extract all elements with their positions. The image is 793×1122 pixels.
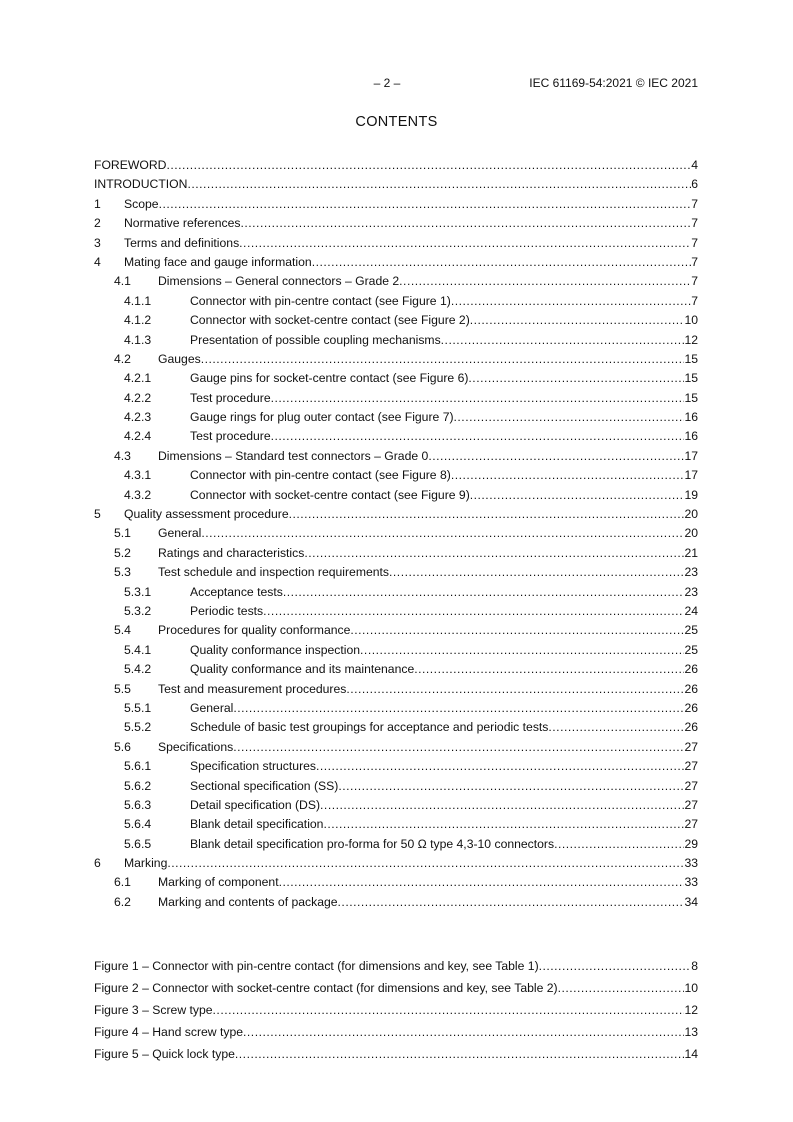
toc-entry-number: 5.5 xyxy=(114,681,131,696)
dot-leader xyxy=(350,621,684,640)
toc-entry-page: 7 xyxy=(691,216,698,231)
toc-entry-title: Marking xyxy=(124,856,168,871)
toc-entry[interactable] xyxy=(94,796,698,815)
toc-entry[interactable] xyxy=(94,234,698,253)
toc-entry-page: 34 xyxy=(684,894,698,909)
toc-entry-number: 4.2 xyxy=(114,351,131,366)
dot-leader xyxy=(414,660,684,679)
toc-entry-title: Test and measurement procedures xyxy=(158,681,347,696)
toc-entry-title: Quality assessment procedure xyxy=(124,507,289,522)
dot-leader xyxy=(187,175,691,194)
toc-entry-title: General xyxy=(158,526,202,541)
dot-leader xyxy=(338,893,685,912)
toc-entry-number: 5.6.2 xyxy=(124,778,152,793)
dot-leader xyxy=(279,873,685,892)
toc-entry-number: 4.3.2 xyxy=(124,487,152,502)
dot-leader xyxy=(320,796,684,815)
toc-entry-page: 16 xyxy=(684,410,698,425)
dot-leader xyxy=(213,999,685,1021)
figure-entry-page: 8 xyxy=(691,959,698,973)
figure-entry-page: 13 xyxy=(684,1025,698,1039)
toc-entry-page: 10 xyxy=(684,313,698,328)
table-of-contents xyxy=(94,156,698,912)
toc-entry-page: 26 xyxy=(684,700,698,715)
toc-entry-page: 27 xyxy=(684,759,698,774)
dot-leader xyxy=(346,680,684,699)
toc-entry-page: 27 xyxy=(684,739,698,754)
toc-entry-page: 7 xyxy=(691,254,698,269)
toc-entry-page: 20 xyxy=(684,507,698,522)
toc-entry-number: 4.3.1 xyxy=(124,468,152,483)
toc-entry-page: 26 xyxy=(684,681,698,696)
toc-entry[interactable] xyxy=(94,156,698,175)
dot-leader xyxy=(159,195,692,214)
toc-entry-number: 6.1 xyxy=(114,875,131,890)
toc-entry-number: 3 xyxy=(94,235,101,250)
toc-entry-page: 7 xyxy=(691,235,698,250)
dot-leader xyxy=(312,253,692,272)
toc-entry-title: Connector with socket-centre contact (see Figure 9) xyxy=(190,487,470,502)
dot-leader xyxy=(539,955,692,977)
toc-entry[interactable] xyxy=(94,331,698,350)
toc-entry[interactable] xyxy=(94,699,698,718)
toc-entry[interactable] xyxy=(94,175,698,194)
toc-entry-title: Ratings and characteristics xyxy=(158,545,305,560)
toc-entry-page: 7 xyxy=(691,196,698,211)
toc-entry-number: 5.3.2 xyxy=(124,603,152,618)
toc-entry[interactable] xyxy=(94,815,698,834)
toc-entry[interactable] xyxy=(94,486,698,505)
toc-entry-title: Gauge rings for plug outer contact (see Figure 7) xyxy=(190,410,454,425)
toc-entry[interactable] xyxy=(94,292,698,311)
toc-entry-page: 16 xyxy=(684,429,698,444)
toc-entry-page: 15 xyxy=(684,390,698,405)
figure-entry[interactable] xyxy=(94,999,698,1021)
figure-entry[interactable] xyxy=(94,1021,698,1043)
standard-reference: IEC 61169-54:2021 © IEC 2021 xyxy=(529,76,698,90)
toc-entry-title: Detail specification (DS) xyxy=(190,797,321,812)
figure-entry-title: Figure 3 – Screw type xyxy=(94,1003,213,1017)
toc-entry[interactable] xyxy=(94,641,698,660)
dot-leader xyxy=(271,389,685,408)
toc-entry-title: Test schedule and inspection requirements xyxy=(158,565,390,580)
toc-entry-page: 4 xyxy=(691,158,698,172)
toc-entry-number: 5.6 xyxy=(114,739,131,754)
toc-entry-title: Test procedure xyxy=(190,390,271,405)
toc-entry-number: 1 xyxy=(94,196,101,211)
toc-entry-title: Dimensions – Standard test connectors – Grade 0 xyxy=(158,448,429,463)
toc-entry-title: Marking and contents of package xyxy=(158,894,338,909)
toc-entry-title: Periodic tests xyxy=(190,603,264,618)
dot-leader xyxy=(451,466,685,485)
toc-entry[interactable] xyxy=(94,350,698,369)
dot-leader xyxy=(233,738,684,757)
toc-entry-page: 15 xyxy=(684,371,698,386)
toc-entry-page: 7 xyxy=(691,293,698,308)
dot-leader xyxy=(338,777,684,796)
toc-entry-number: 5.4 xyxy=(114,623,131,638)
toc-entry-number: 4.1.3 xyxy=(124,332,152,347)
toc-entry[interactable] xyxy=(94,563,698,582)
toc-entry-page: 24 xyxy=(684,603,698,618)
dot-leader xyxy=(470,486,685,505)
dot-leader xyxy=(241,214,692,233)
toc-entry[interactable] xyxy=(94,195,698,214)
toc-entry-title: General xyxy=(190,700,234,715)
toc-entry-title: Connector with pin-centre contact (see Figure 1) xyxy=(190,293,451,308)
figure-entry[interactable] xyxy=(94,955,698,977)
toc-entry[interactable] xyxy=(94,893,698,912)
toc-entry[interactable] xyxy=(94,602,698,621)
dot-leader xyxy=(233,699,684,718)
toc-entry[interactable] xyxy=(94,738,698,757)
toc-entry-title: Terms and definitions xyxy=(124,235,240,250)
toc-entry-page: 15 xyxy=(684,351,698,366)
toc-entry-page: 27 xyxy=(684,778,698,793)
toc-entry-number: 4.1 xyxy=(114,274,131,289)
toc-entry-number: 4.1.1 xyxy=(124,293,152,308)
dot-leader xyxy=(468,369,684,388)
figure-entry-page: 12 xyxy=(684,1003,698,1017)
toc-entry[interactable] xyxy=(94,854,698,873)
toc-entry[interactable] xyxy=(94,389,698,408)
toc-entry-number: 5.4.2 xyxy=(124,662,152,677)
toc-entry[interactable] xyxy=(94,369,698,388)
toc-entry[interactable] xyxy=(94,621,698,640)
toc-entry-number: 4.2.4 xyxy=(124,429,152,444)
toc-entry-title: Blank detail specification xyxy=(190,817,324,832)
toc-entry[interactable] xyxy=(94,253,698,272)
toc-entry-number: 6.2 xyxy=(114,894,131,909)
toc-entry[interactable] xyxy=(94,272,698,291)
list-of-figures xyxy=(94,955,698,1065)
toc-entry-number: 5.3.1 xyxy=(124,584,152,599)
dot-leader xyxy=(304,544,684,563)
toc-entry-number: 5.6.1 xyxy=(124,759,152,774)
toc-entry-title: Procedures for quality conformance xyxy=(158,623,351,638)
toc-entry[interactable] xyxy=(94,873,698,892)
toc-entry-page: 20 xyxy=(684,526,698,541)
toc-entry-page: 33 xyxy=(684,856,698,871)
dot-leader xyxy=(454,408,685,427)
toc-entry-page: 23 xyxy=(684,584,698,599)
toc-entry-title: Schedule of basic test groupings for acceptance and periodic tests xyxy=(190,720,549,735)
toc-entry-title: Dimensions – General connectors – Grade 2 xyxy=(158,274,400,289)
dot-leader xyxy=(389,563,684,582)
toc-entry[interactable] xyxy=(94,524,698,543)
toc-entry-title: Blank detail specification pro-forma for 50 Ω type 4,3-10 connectors xyxy=(190,836,555,851)
toc-entry-page: 26 xyxy=(684,662,698,677)
figure-entry-title: Figure 2 – Connector with socket-centre contact (for dimensions and key, see Table 2) xyxy=(94,981,558,995)
toc-entry-number: 4.3 xyxy=(114,448,131,463)
toc-entry-title: FOREWORD xyxy=(94,158,167,172)
dot-leader xyxy=(470,311,685,330)
toc-entry-number: 5.5.2 xyxy=(124,720,152,735)
figure-entry-title: Figure 4 – Hand screw type xyxy=(94,1025,244,1039)
toc-entry-title: Mating face and gauge information xyxy=(124,254,312,269)
page-header xyxy=(94,76,698,92)
dot-leader xyxy=(360,641,684,660)
toc-entry[interactable] xyxy=(94,718,698,737)
toc-entry-page: 12 xyxy=(684,332,698,347)
toc-entry[interactable] xyxy=(94,583,698,602)
dot-leader xyxy=(428,447,684,466)
toc-entry-number: 4.2.2 xyxy=(124,390,152,405)
toc-entry-page: 27 xyxy=(684,817,698,832)
dot-leader xyxy=(166,156,691,175)
figure-entry-page: 10 xyxy=(684,981,698,995)
dot-leader xyxy=(399,272,691,291)
toc-entry-page: 25 xyxy=(684,642,698,657)
toc-entry-title: Quality conformance and its maintenance xyxy=(190,662,415,677)
dot-leader xyxy=(201,350,685,369)
figure-entry-page: 14 xyxy=(684,1047,698,1061)
toc-entry-number: 5.5.1 xyxy=(124,700,152,715)
toc-entry-page: 23 xyxy=(684,565,698,580)
toc-entry[interactable] xyxy=(94,427,698,446)
toc-entry-number: 6 xyxy=(94,856,101,871)
toc-entry-number: 2 xyxy=(94,216,101,231)
toc-entry-number: 4.1.2 xyxy=(124,313,152,328)
toc-entry-title: Specifications xyxy=(158,739,234,754)
toc-entry-number: 5.6.5 xyxy=(124,836,152,851)
toc-entry-title: Quality conformance inspection xyxy=(190,642,361,657)
dot-leader xyxy=(235,1043,685,1065)
dot-leader xyxy=(271,427,685,446)
toc-entry-number: 5.1 xyxy=(114,526,131,541)
toc-entry-page: 25 xyxy=(684,623,698,638)
toc-entry[interactable] xyxy=(94,466,698,485)
toc-entry-title: Gauge pins for socket-centre contact (see Figure 6) xyxy=(190,371,469,386)
dot-leader xyxy=(283,583,685,602)
dot-leader xyxy=(263,602,684,621)
toc-entry-number: 4 xyxy=(94,254,101,269)
toc-entry[interactable] xyxy=(94,660,698,679)
dot-leader xyxy=(239,234,691,253)
toc-entry-title: Specification structures xyxy=(190,759,316,774)
toc-entry[interactable] xyxy=(94,544,698,563)
toc-entry-number: 5.4.1 xyxy=(124,642,152,657)
toc-entry[interactable] xyxy=(94,408,698,427)
figure-entry-title: Figure 5 – Quick lock type xyxy=(94,1047,235,1061)
dot-leader xyxy=(548,718,684,737)
dot-leader xyxy=(243,1021,684,1043)
toc-entry-number: 5.6.3 xyxy=(124,797,152,812)
toc-entry-title: Sectional specification (SS) xyxy=(190,778,339,793)
dot-leader xyxy=(167,854,684,873)
toc-entry-title: INTRODUCTION xyxy=(94,177,188,192)
toc-entry-number: 5.2 xyxy=(114,545,131,560)
toc-entry-number: 4.2.1 xyxy=(124,371,152,386)
dot-leader xyxy=(441,331,685,350)
toc-entry-title: Scope xyxy=(124,196,159,211)
toc-entry[interactable] xyxy=(94,447,698,466)
toc-entry-title: Normative references xyxy=(124,216,241,231)
toc-entry-number: 4.2.3 xyxy=(124,410,152,425)
dot-leader xyxy=(323,815,684,834)
figure-entry-title: Figure 1 – Connector with pin-centre contact (for dimensions and key, see Table 1) xyxy=(94,959,539,973)
toc-entry-page: 17 xyxy=(684,468,698,483)
toc-entry[interactable] xyxy=(94,777,698,796)
page-title: CONTENTS xyxy=(355,114,438,130)
toc-entry[interactable] xyxy=(94,680,698,699)
dot-leader xyxy=(554,835,684,854)
toc-entry-title: Gauges xyxy=(158,351,201,366)
toc-entry[interactable] xyxy=(94,311,698,330)
toc-entry-page: 17 xyxy=(684,448,698,463)
toc-entry[interactable] xyxy=(94,835,698,854)
toc-entry-number: 5.3 xyxy=(114,565,131,580)
toc-entry-title: Connector with socket-centre contact (see Figure 2) xyxy=(190,313,470,328)
dot-leader xyxy=(558,977,685,999)
toc-entry-page: 27 xyxy=(684,797,698,812)
toc-entry[interactable] xyxy=(94,505,698,524)
toc-entry-title: Presentation of possible coupling mechanisms xyxy=(190,332,441,347)
toc-entry-page: 21 xyxy=(684,545,698,560)
toc-entry-number: 5 xyxy=(94,507,101,522)
toc-entry[interactable] xyxy=(94,757,698,776)
toc-entry-page: 19 xyxy=(684,487,698,502)
toc-entry-page: 33 xyxy=(684,875,698,890)
toc-entry-page: 7 xyxy=(691,274,698,289)
toc-entry-number: 5.6.4 xyxy=(124,817,152,832)
figure-entry[interactable] xyxy=(94,1043,698,1065)
dot-leader xyxy=(289,505,685,524)
dot-leader xyxy=(316,757,684,776)
toc-entry-title: Test procedure xyxy=(190,429,271,444)
dot-leader xyxy=(201,524,684,543)
toc-entry[interactable] xyxy=(94,214,698,233)
toc-entry-page: 26 xyxy=(684,720,698,735)
toc-entry-page: 29 xyxy=(684,836,698,851)
toc-entry-title: Marking of component xyxy=(158,875,279,890)
toc-entry-title: Connector with pin-centre contact (see Figure 8) xyxy=(190,468,451,483)
dot-leader xyxy=(451,292,691,311)
page-number: – 2 – xyxy=(373,76,401,90)
figure-entry[interactable] xyxy=(94,977,698,999)
toc-entry-title: Acceptance tests xyxy=(190,584,283,599)
toc-entry-page: 6 xyxy=(691,177,698,192)
